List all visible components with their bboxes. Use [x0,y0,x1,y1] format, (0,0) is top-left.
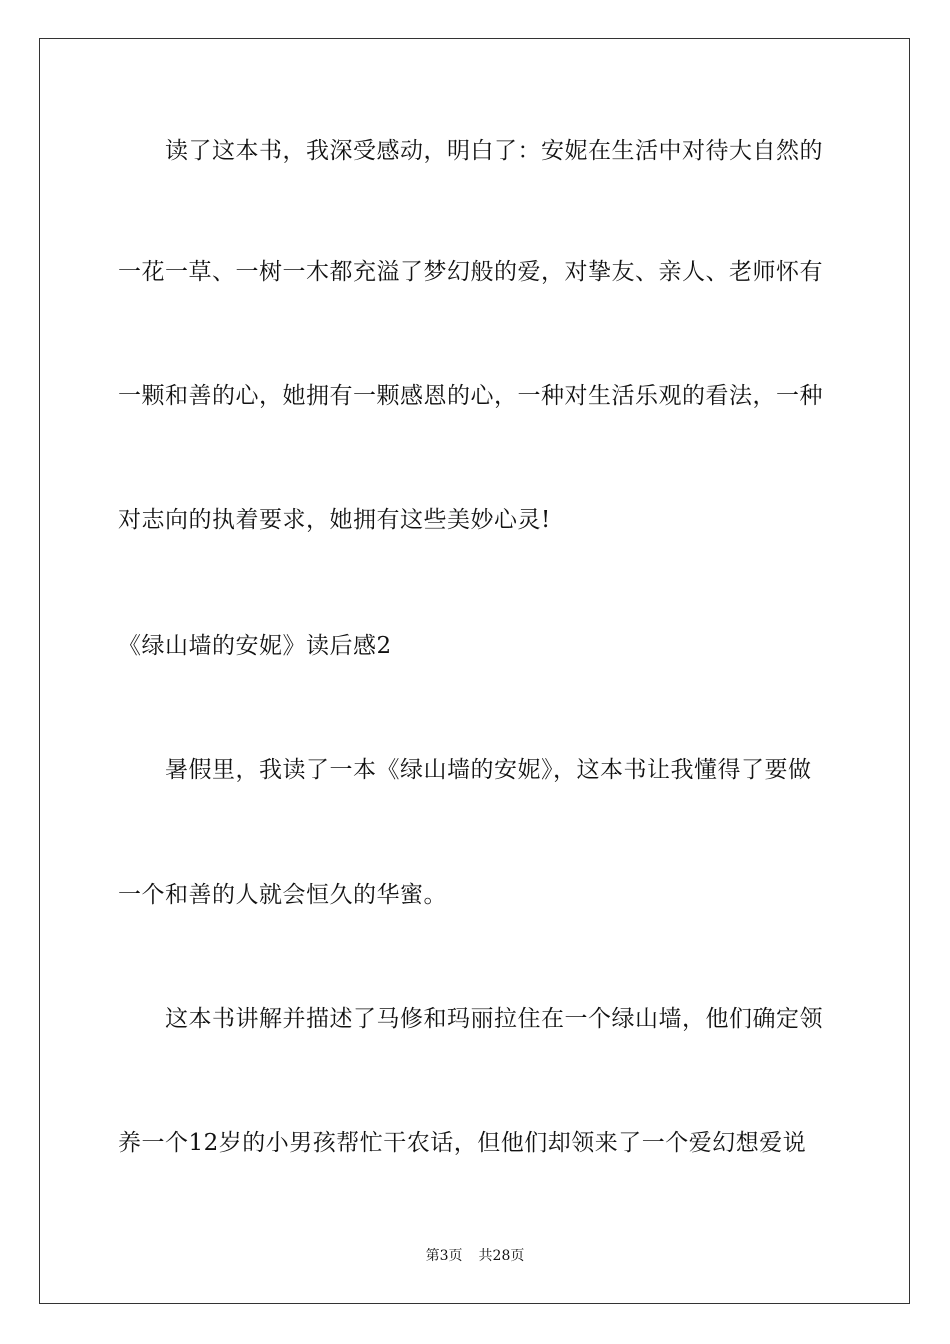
paragraph-line-8: 养一个12岁的小男孩帮忙干农话，但他们却领来了一个爱幻想爱说 [118,1130,807,1156]
paragraph-line-6: 一个和善的人就会恒久的华蜜。 [118,882,447,908]
paragraph-line-3: 一颗和善的心，她拥有一颗感恩的心，一种对生活乐观的看法，一种 [118,383,823,409]
page-number-current: 第3页 [425,1248,463,1264]
paragraph-line-5: 暑假里，我读了一本《绿山墙的安妮》，这本书让我懂得了要做 [165,757,812,783]
section-heading: 《绿山墙的安妮》读后感2 [118,633,392,659]
page-number-total: 共28页 [478,1248,525,1264]
paragraph-line-4: 对志向的执着要求，她拥有这些美妙心灵! [118,507,551,533]
paragraph-line-7: 这本书讲解并描述了马修和玛丽拉住在一个绿山墙，他们确定领 [165,1006,823,1032]
page-border [39,38,910,1304]
paragraph-line-1: 读了这本书，我深受感动，明白了：安妮在生活中对待大自然的 [165,138,823,164]
paragraph-line-2: 一花一草、一树一木都充溢了梦幻般的爱，对挚友、亲人、老师怀有 [118,259,823,285]
page-footer [0,1246,950,1266]
